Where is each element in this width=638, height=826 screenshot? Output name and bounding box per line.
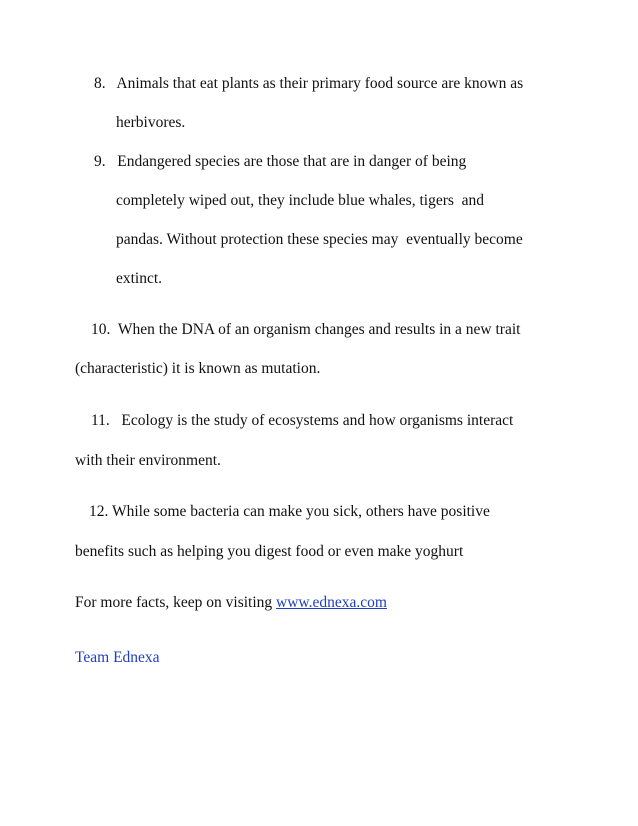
fact-10-line-2: (characteristic) it is known as mutation. bbox=[75, 360, 321, 377]
footer-visit-text: For more facts, keep on visiting bbox=[75, 594, 277, 611]
fact-12-line-2: benefits such as helping you digest food or even make yoghurt bbox=[75, 543, 464, 560]
fact-9-line-3: pandas. Without protection these species may eventually become bbox=[116, 231, 523, 248]
team-signature: Team Ednexa bbox=[75, 649, 160, 666]
fact-11-line-1: 11. Ecology is the study of ecosystems and how organisms interact bbox=[91, 412, 514, 429]
ednexa-website-link[interactable]: www.ednexa.com bbox=[276, 594, 387, 611]
fact-9-line-1: 9. Endangered species are those that are in danger of being bbox=[94, 153, 467, 170]
fact-11-line-2: with their environment. bbox=[75, 452, 221, 469]
fact-12-line-1: 12. While some bacteria can make you sick, others have positive bbox=[89, 503, 490, 520]
footer-visit-line bbox=[75, 594, 387, 612]
fact-9-line-2: completely wiped out, they include blue whales, tigers and bbox=[116, 192, 485, 209]
fact-10-line-1: 10. When the DNA of an organism changes and results in a new trait bbox=[91, 321, 521, 338]
fact-8-line-2: herbivores. bbox=[116, 114, 186, 131]
fact-8-line-1: 8. Animals that eat plants as their primary food source are known as bbox=[94, 75, 524, 92]
fact-9-line-4: extinct. bbox=[116, 270, 163, 287]
